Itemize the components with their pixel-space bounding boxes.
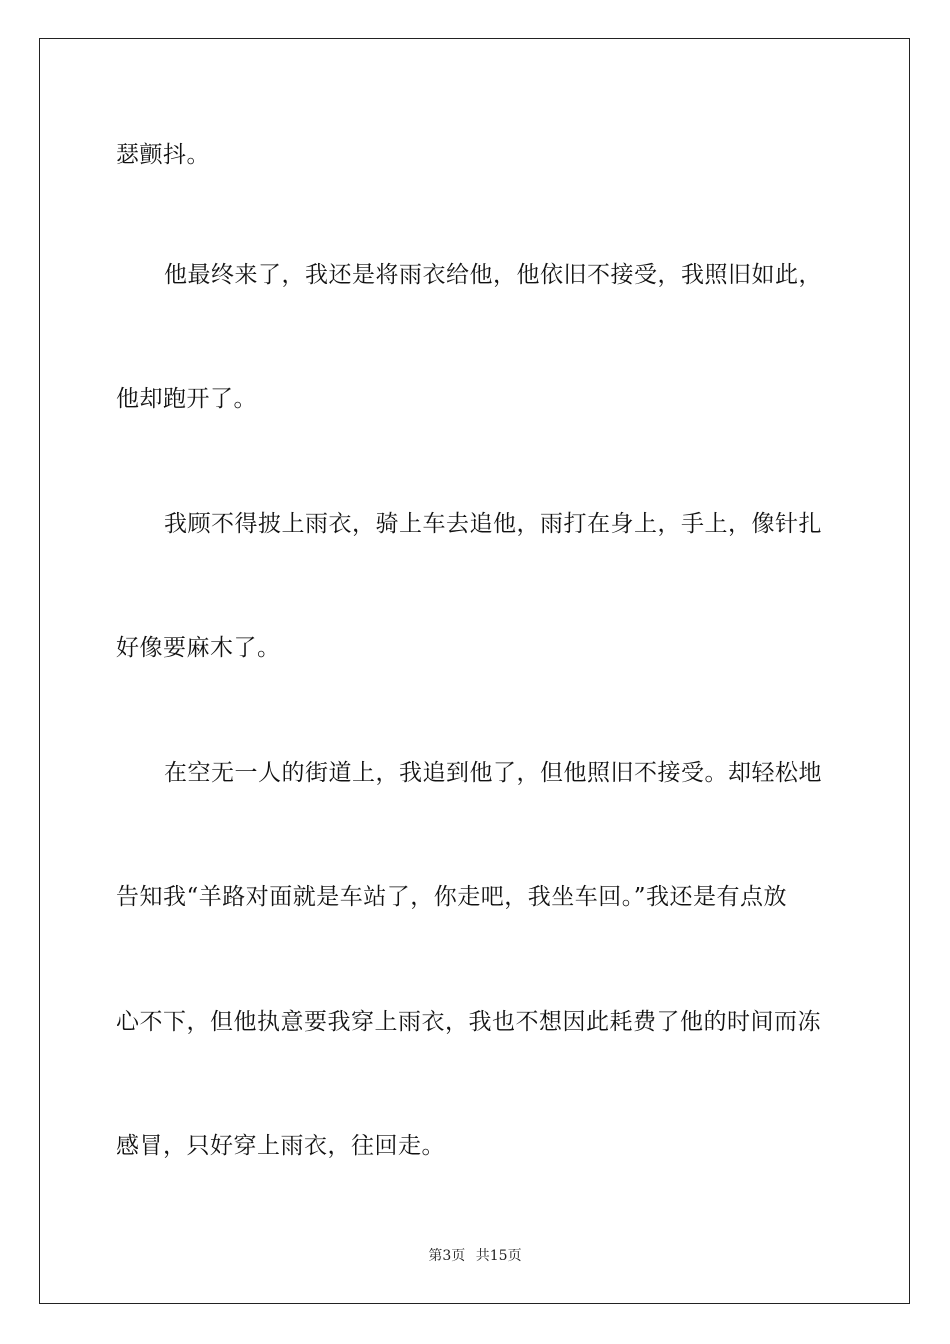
page-number: 第3页 (428, 1248, 466, 1264)
total-pages: 共15页 (475, 1248, 522, 1264)
text-line: 他却跑开了。 (116, 386, 257, 412)
text-line: 瑟颤抖。 (116, 142, 210, 168)
paragraph-start-line: 我顾不得披上雨衣，骑上车去追他，雨打在身上，手上，像针扎 (164, 511, 822, 537)
text-line: 告知我“羊路对面就是车站了，你走吧，我坐车回。”我还是有点放 (116, 884, 788, 910)
paragraph-start-line: 在空无一人的街道上，我追到他了，但他照旧不接受。却轻松地 (164, 760, 822, 786)
page-border (39, 38, 910, 1304)
paragraph-start-line: 他最终来了，我还是将雨衣给他，他依旧不接受，我照旧如此， (164, 262, 822, 288)
text-line: 感冒，只好穿上雨衣，往回走。 (116, 1133, 445, 1159)
text-line: 心不下，但他执意要我穿上雨衣，我也不想因此耗费了他的时间而冻 (116, 1009, 821, 1035)
page-footer (0, 1247, 950, 1265)
text-line: 好像要麻木了。 (116, 635, 281, 661)
